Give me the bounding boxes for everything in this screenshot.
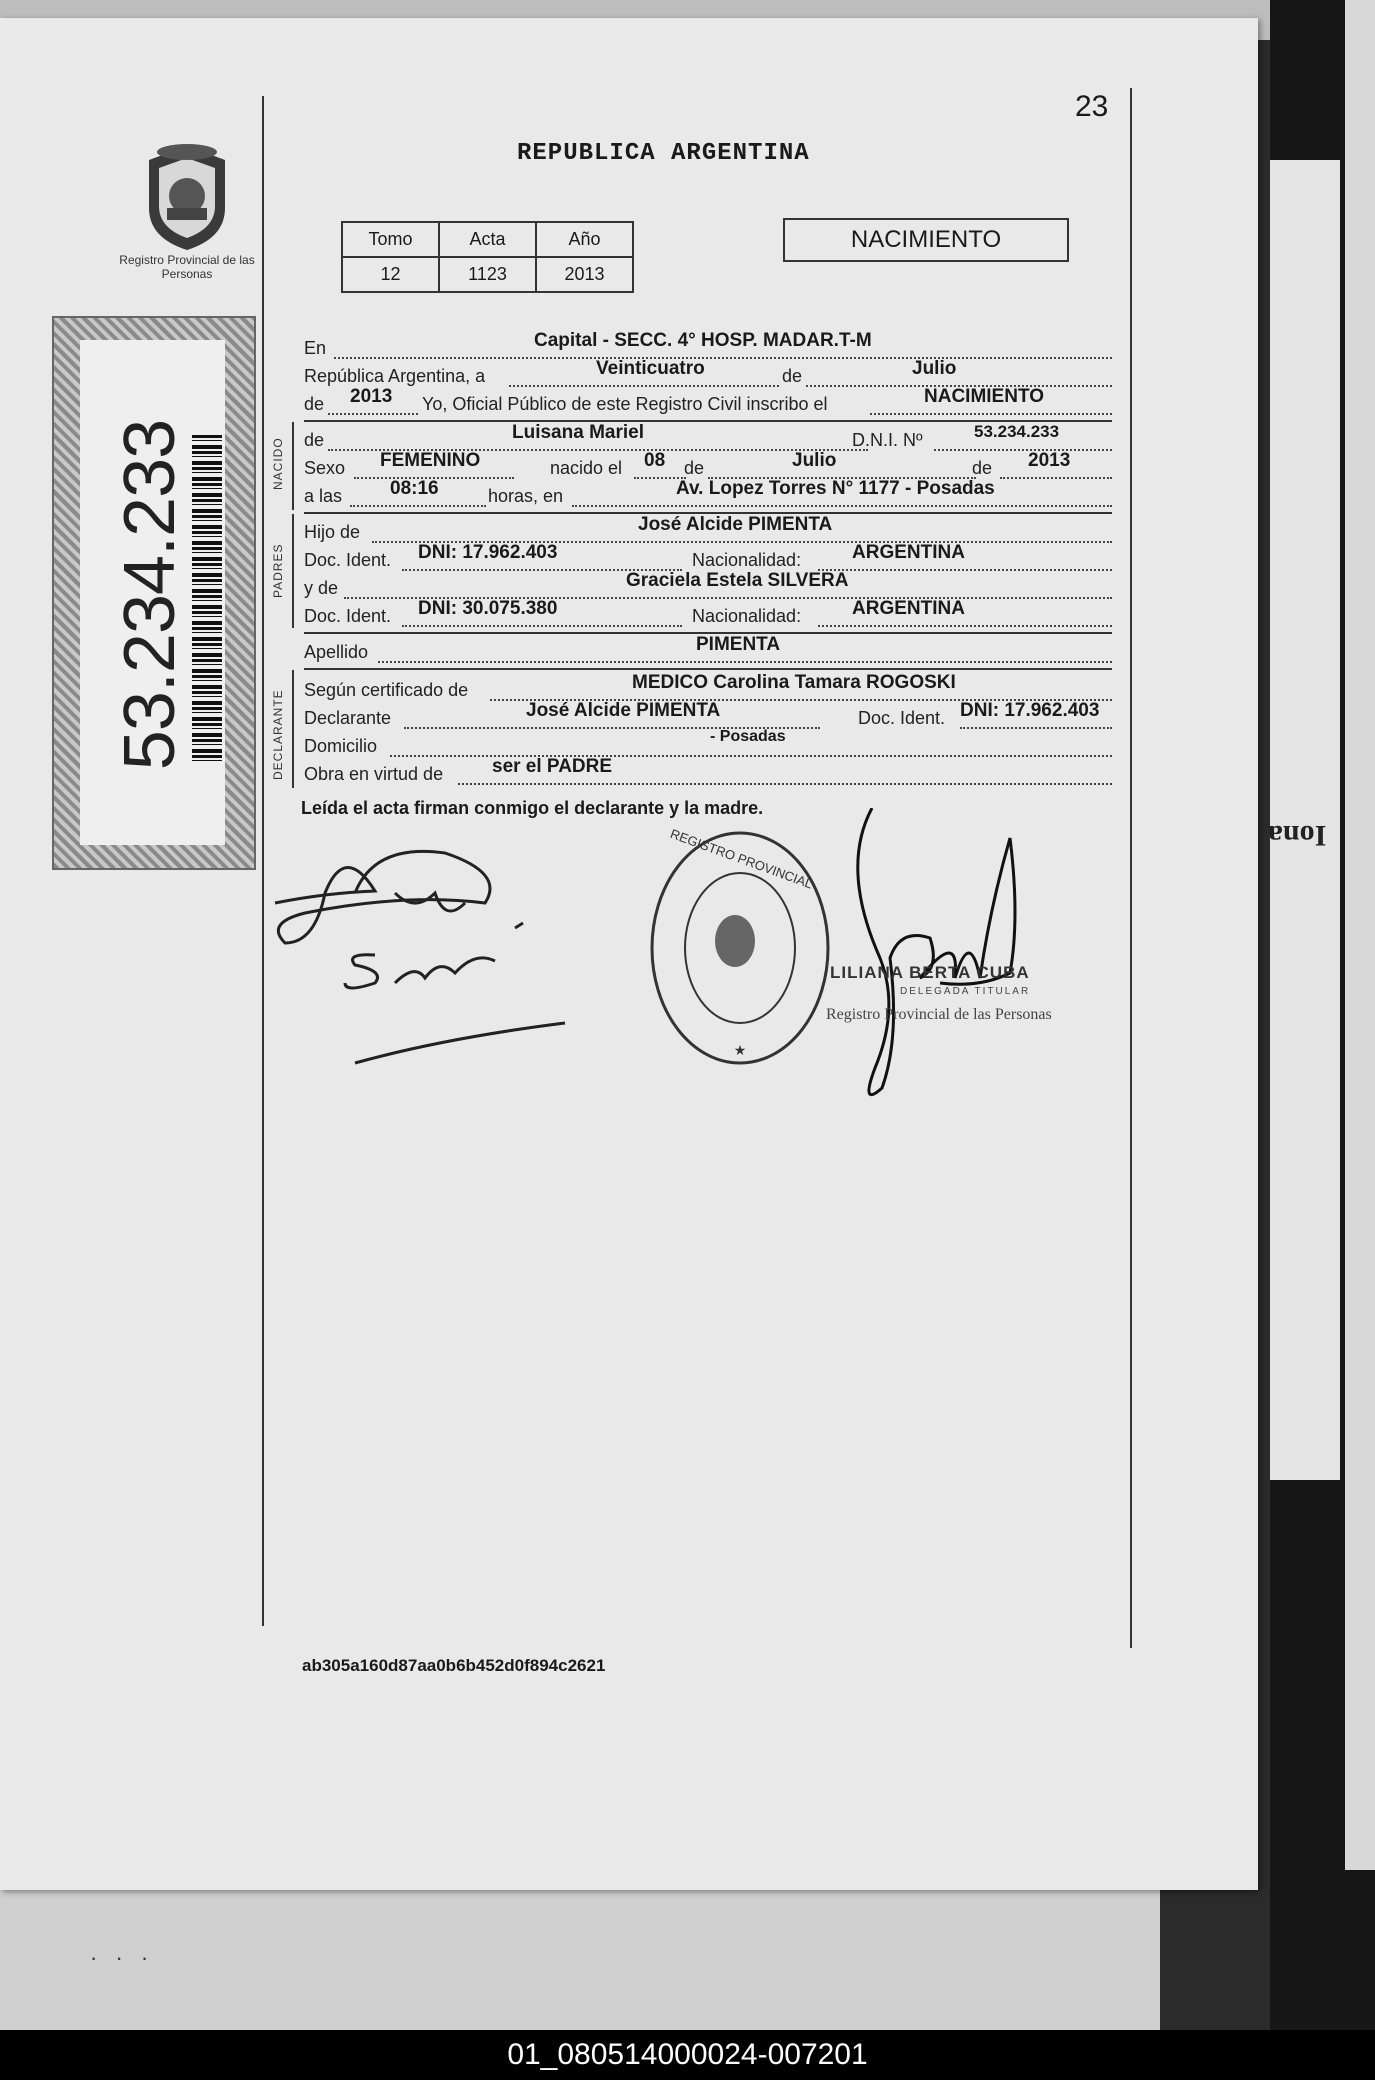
row-address: Domicilio - Posadas [304, 734, 1112, 758]
row-place: En Capital - SECC. 4° HOSP. MADAR.T-M [304, 336, 1112, 360]
background-mirrored-text: Iona [1268, 819, 1327, 852]
year-value: 2013 [350, 386, 393, 407]
official-name: LILIANA BERTA CUBA [830, 963, 1030, 982]
barcode-icon [192, 435, 222, 765]
birth-month-value: Julio [792, 450, 837, 471]
official-registry: Registro Provincial de las Personas [826, 1006, 1052, 1023]
page-number: 23 [1075, 90, 1109, 123]
row-time-place: a las 08:16 horas, en Av. Lopez Torres N° 1177 - Posadas [304, 484, 1112, 508]
row-date: República Argentina, a Veinticuatro de Julio [304, 364, 1112, 388]
row-father-doc: Doc. Ident. DNI: 17.962.403 Nacionalidad: ARGENTINA [304, 548, 1112, 572]
row-mother: y de Graciela Estela SILVERA [304, 576, 1112, 600]
tomo-value: 12 [342, 257, 439, 292]
mother-doc-value: DNI: 30.075.380 [418, 598, 558, 619]
record-type-box: NACIMIENTO [783, 218, 1069, 262]
row-certificate: Según certificado de MEDICO Carolina Tamara ROGOSKI [304, 678, 1112, 702]
svg-text:REGISTRO PROVINCIAL: REGISTRO PROVINCIAL [668, 826, 815, 892]
anio-header: Año [536, 222, 633, 257]
left-margin-line [262, 96, 264, 1626]
row-declarant: Declarante José Alcide PIMENTA Doc. Ident. DNI: 17.962.403 [304, 706, 1112, 730]
declarant-name-value: José Alcide PIMENTA [526, 700, 721, 721]
footer-id-bar: 01_080514000024-007201 [0, 2030, 1375, 2080]
section-label-nacido: NACIDO [271, 437, 285, 490]
event-value: NACIMIENTO [924, 386, 1044, 407]
coat-of-arms-icon [137, 138, 237, 253]
surname-value: PIMENTA [696, 634, 781, 655]
dni-barcode-strip [52, 316, 256, 870]
declarant-doc-value: DNI: 17.962.403 [960, 700, 1100, 721]
background-marks: · · · [90, 1945, 155, 1970]
country-heading: REPUBLICA ARGENTINA [517, 140, 810, 167]
sex-value: FEMENINO [380, 450, 481, 471]
svg-text:★: ★ [733, 1042, 747, 1058]
father-name-value: José Alcide PIMENTA [638, 514, 833, 535]
day-value: Veinticuatro [596, 358, 705, 379]
row-capacity: Obra en virtud de ser el PADRE [304, 762, 1112, 786]
acta-value: 1123 [439, 257, 536, 292]
dni-strip-number: 53.234.233 [110, 419, 190, 771]
row-name: de Luisana Mariel D.N.I. Nº 53.234.233 [304, 428, 1112, 452]
row-father: Hijo de José Alcide PIMENTA [304, 520, 1112, 544]
place-value: Capital - SECC. 4° HOSP. MADAR.T-M [534, 330, 872, 351]
declarant-signatures [265, 833, 585, 1083]
acta-header: Acta [439, 222, 536, 257]
background-paper-edge [1345, 0, 1375, 1870]
section-label-declarante: DECLARANTE [271, 689, 285, 780]
row-mother-doc: Doc. Ident. DNI: 30.075.380 Nacionalidad: ARGENTINA [304, 604, 1112, 628]
registry-caption: Registro Provincial de las Personas [119, 253, 255, 281]
right-margin-line [1130, 88, 1132, 1648]
birth-time-value: 08:16 [390, 478, 439, 499]
official-signature [820, 808, 1070, 1108]
child-dni-value: 53.234.233 [974, 422, 1060, 441]
birth-year-value: 2013 [1028, 450, 1071, 471]
row-year: de 2013 Yo, Oficial Público de este Registro Civil inscribo el NACIMIENTO [304, 392, 1112, 416]
birth-day-value: 08 [644, 450, 666, 471]
document-hash: ab305a160d87aa0b6b452d0f894c2621 [302, 1656, 606, 1675]
father-doc-value: DNI: 17.962.403 [418, 542, 558, 563]
month-value: Julio [912, 358, 957, 379]
tomo-header: Tomo [342, 222, 439, 257]
address-value: - Posadas [710, 728, 786, 745]
row-surname: Apellido PIMENTA [304, 640, 1112, 664]
reference-table [341, 221, 634, 293]
mother-name-value: Graciela Estela SILVERA [626, 570, 849, 591]
registry-logo [112, 138, 262, 281]
registry-seal-stamp [640, 823, 840, 1073]
mother-nationality-value: ARGENTINA [852, 598, 965, 619]
anio-value: 2013 [536, 257, 633, 292]
birth-certificate-page [0, 18, 1258, 1890]
closing-statement: Leída el acta firman conmigo el declarante y la madre. [301, 798, 764, 818]
row-sex: Sexo FEMENINO nacido el 08 de Julio de 2013 [304, 456, 1112, 480]
birth-place-value: Av. Lopez Torres N° 1177 - Posadas [676, 478, 995, 499]
certificate-value: MEDICO Carolina Tamara ROGOSKI [632, 672, 956, 693]
child-name-value: Luisana Mariel [512, 422, 644, 443]
official-role: DELEGADA TITULAR [900, 986, 1031, 997]
father-nationality-value: ARGENTINA [852, 542, 965, 563]
section-label-padres: PADRES [271, 543, 285, 598]
capacity-value: ser el PADRE [492, 756, 613, 777]
